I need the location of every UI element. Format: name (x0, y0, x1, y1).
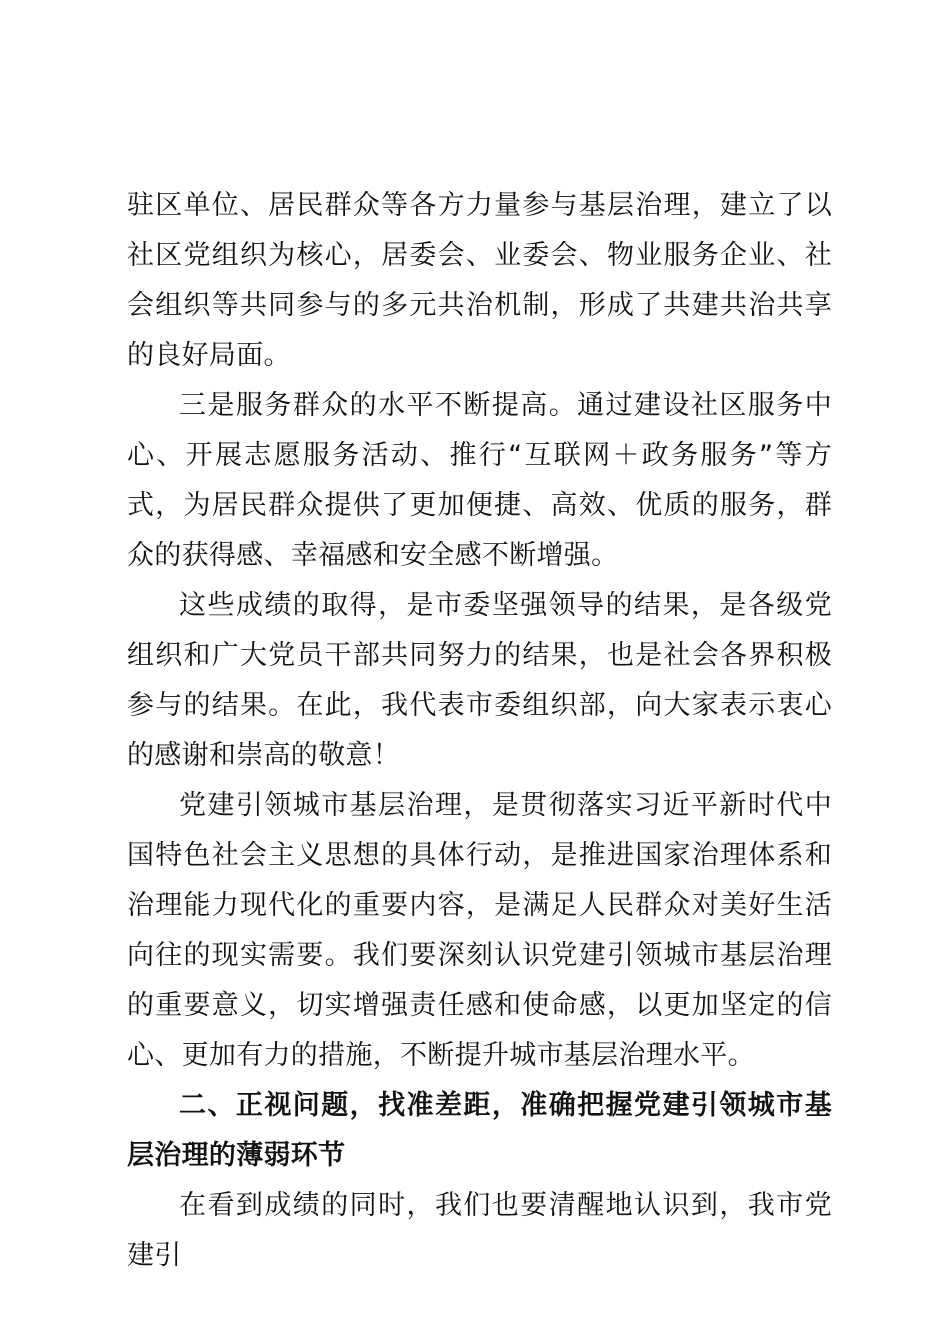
section-heading-2: 二、正视问题，找准差距，准确把握党建引领城市基层治理的薄弱环节 (127, 1090, 832, 1171)
paragraph-4: 党建引领城市基层治理，是贯彻落实习近平新时代中国特色社会主义思想的具体行动，是推进国家治理体系和治理能力现代化的重要内容，是满足人民群众对美好生活向往的现实需要。我们要深刻认识党建引领城市基层治理的重要意义，切实增强责任感和使命感，以更加坚定的信心、更加有力的措施，不断提升城市基层治理水平。 (127, 790, 832, 1071)
paragraph-6: 在看到成绩的同时，我们也要清醒地认识到，我市党建引 (127, 1190, 832, 1271)
paragraph-3: 这些成绩的取得，是市委坚强领导的结果，是各级党组织和广大党员干部共同努力的结果，也是社会各界积极参与的结果。在此，我代表市委组织部，向大家表示衷心的感谢和崇高的敬意！ (127, 590, 832, 771)
paragraph-1: 驻区单位、居民群众等各方力量参与基层治理，建立了以社区党组织为核心，居委会、业委会、物业服务企业、社会组织等共同参与的多元共治机制，形成了共建共治共享的良好局面。 (127, 190, 832, 371)
document-body (127, 181, 832, 1281)
paragraph-2: 三是服务群众的水平不断提高。通过建设社区服务中心、开展志愿服务活动、推行“互联网＋政务服务”等方式，为居民群众提供了更加便捷、高效、优质的服务，群众的获得感、幸福感和安全感不断增强。 (127, 390, 832, 571)
